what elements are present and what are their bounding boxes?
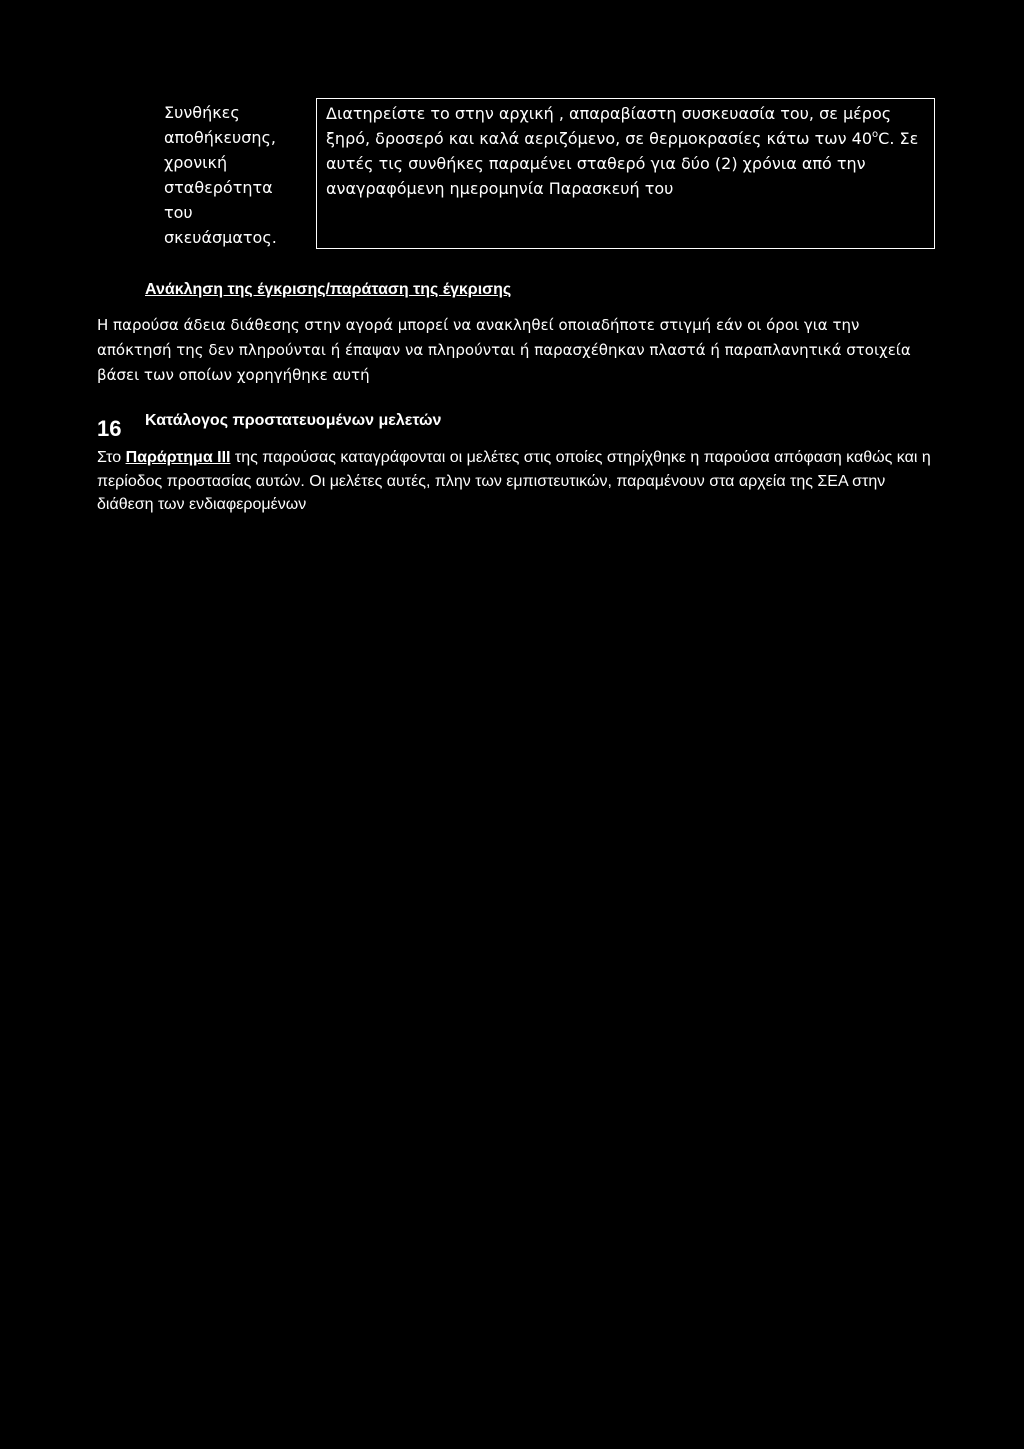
annex-iii-link[interactable]: Παράρτημα III <box>125 449 231 466</box>
storage-conditions-label: Συνθήκες αποθήκευσης, χρονική σταθερότητα του σκευάσματος. <box>164 103 277 247</box>
revocation-heading: Ανάκληση της έγκρισης/παράταση της έγκρισης <box>145 281 512 298</box>
studies-text-before: Στο <box>97 449 126 466</box>
degree-sign: o <box>872 128 879 140</box>
studies-text-after: της παρούσας καταγράφονται οι μελέτες στις οποίες στηρίχθηκε η παρούσα απόφαση καθώς και η περίοδος προστασίας αυτών. Οι μελέτες αυτές, πλην των εμπιστευτικών, παραμένουν στα αρχεία της ΣΕΑ στην διάθεση των ενδιαφερομένων <box>97 449 931 513</box>
storage-conditions-row <box>164 98 938 252</box>
revocation-text: Η παρούσα άδεια διάθεσης στην αγορά μπορεί να ανακληθεί οποιαδήποτε στιγμή εάν οι όροι για την απόκτησή της δεν πληρούνται ή έπαψαν να πληρούνται ή παρασχέθηκαν πλαστά ή παραπλανητικά στοιχεία βάσει των οποίων χορηγήθηκε αυτή <box>97 316 911 384</box>
protected-studies-text <box>97 446 937 517</box>
section-title: Κατάλογος προστατευομένων μελετών <box>145 412 442 429</box>
storage-conditions-box <box>316 98 935 249</box>
section-number: 16 <box>97 416 122 441</box>
storage-text-before: Διατηρείστε το στην αρχική , απαραβίαστη συσκευασία του, σε μέρος ξηρό, δροσερό και καλά αεριζόμενο, σε θερμοκρασίες κάτω των 40 <box>326 104 892 148</box>
storage-text-after: C. Σε αυτές τις συνθήκες παραμένει σταθερό για δύο (2) χρόνια από την αναγραφόμενη ημερομηνία Παρασκευή του <box>326 129 919 198</box>
